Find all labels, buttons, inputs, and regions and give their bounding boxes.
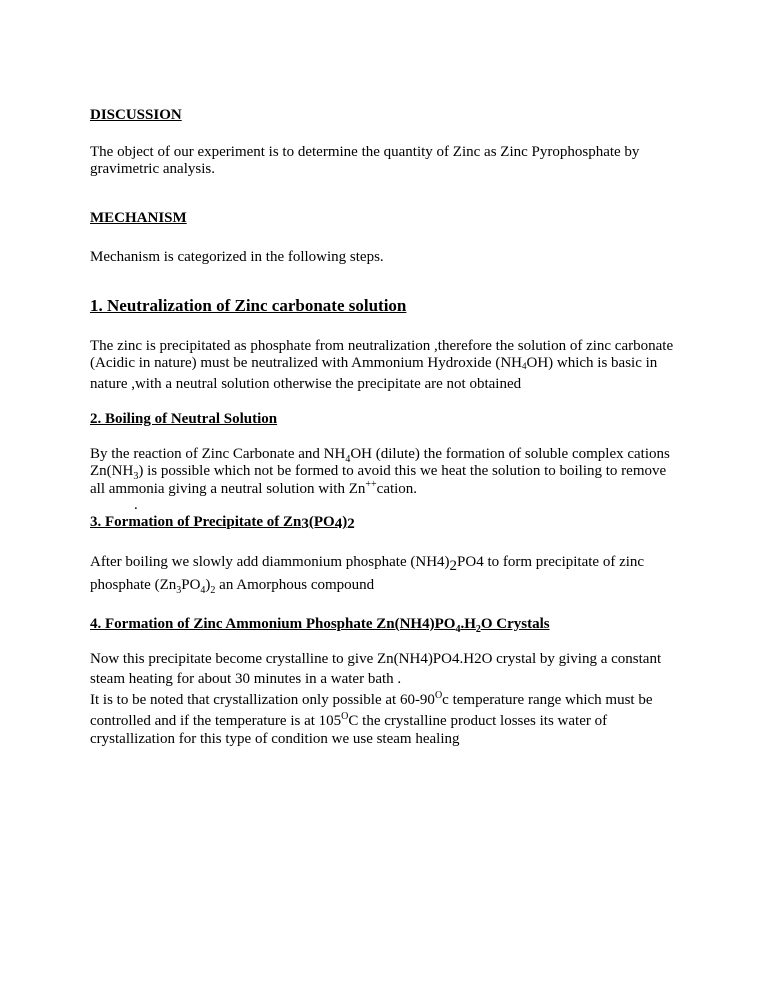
text-run: cation. [376, 481, 418, 497]
subscript: 2 [449, 558, 458, 574]
subscript: 2 [210, 585, 216, 596]
subscript: 3 [133, 471, 139, 482]
text-run: OH (dilute) the formation of soluble complex cations [350, 446, 670, 462]
discussion-heading: DISCUSSION [90, 107, 182, 123]
text-run: Zn(NH [90, 463, 134, 479]
step2-text-line [90, 480, 417, 498]
subscript: 4 [200, 585, 206, 596]
subscript: 3 [176, 585, 182, 596]
step1-text-line: The zinc is precipitated as phosphate from neutralization ,therefore the solution of zinc carbonate [90, 338, 674, 354]
text-run: c temperature range which must be [442, 692, 653, 708]
step4-text-line: steam heating for about 30 minutes in a water bath . [90, 671, 402, 687]
subscript: 4 [521, 361, 527, 371]
text-run: PO4 to form precipitate of zinc [457, 554, 645, 570]
text-run: PO [181, 577, 201, 593]
subscript: 2 [475, 624, 481, 635]
text-run: all ammonia giving a neutral solution with Zn [90, 481, 366, 497]
text-run: 4. Formation of Zinc Ammonium Phosphate Zn(NH4)PO [90, 616, 456, 632]
text-run: C the crystalline product losses its water of [348, 713, 608, 729]
text-run: After boiling we slowly add diammonium phosphate (NH4) [90, 554, 450, 570]
step4-text-line [90, 691, 653, 709]
text-run: (Acidic in nature) must be neutralized with Ammonium Hydroxide (NH [90, 355, 522, 371]
stray-dot: . [134, 497, 138, 513]
superscript: ++ [365, 479, 377, 490]
step3-text-line [90, 576, 374, 594]
subscript: 2 [347, 516, 355, 532]
text-run: phosphate (Zn [90, 577, 177, 593]
step1-heading: 1. Neutralization of Zinc carbonate solution [90, 296, 407, 315]
text-run: ) is possible which not be formed to avoid this we heat the solution to boiling to remove [138, 463, 667, 479]
step4-heading [90, 615, 550, 633]
step2-heading: 2. Boiling of Neutral Solution [90, 411, 278, 427]
step3-heading [90, 513, 355, 531]
mechanism-heading: MECHANISM [90, 210, 187, 226]
text-run: an Amorphous compound [215, 577, 375, 593]
step4-text-line [90, 712, 607, 730]
step2-text-line [90, 445, 670, 463]
step4-text-line: Now this precipitate become crystalline to give Zn(NH4)PO4.H2O crystal by giving a constant [90, 651, 662, 667]
text-run: controlled and if the temperature is at 105 [90, 713, 342, 729]
subscript: 4 [334, 516, 343, 532]
text-run: It is to be noted that crystallization only possible at 60-90 [90, 692, 435, 708]
step2-text-line [90, 462, 666, 480]
step1-text-line: nature ,with a neutral solution otherwise the precipitate are not obtained [90, 376, 522, 392]
text-run: OH) which is basic in [526, 355, 658, 371]
subscript: 4 [455, 624, 461, 635]
subscript: 3 [301, 516, 309, 532]
superscript: O [434, 690, 443, 701]
discussion-text-line: gravimetric analysis. [90, 161, 215, 177]
text-run: ) [342, 514, 348, 530]
step1-text-line [90, 354, 657, 373]
mechanism-intro: Mechanism is categorized in the following steps. [90, 249, 384, 265]
discussion-text-line: The object of our experiment is to determine the quantity of Zinc as Zinc Pyrophosphate by [90, 144, 640, 160]
text-run: By the reaction of Zinc Carbonate and NH [90, 446, 346, 462]
text-run: ) [205, 577, 211, 593]
text-run: O Crystals [480, 616, 550, 632]
text-run: (PO [308, 514, 335, 530]
superscript: O [341, 711, 349, 722]
step3-text-line [90, 553, 645, 574]
text-run: 3. Formation of Precipitate of Zn [90, 514, 302, 530]
subscript: 4 [345, 454, 351, 465]
step4-text-line: crystallization for this type of condition we use steam healing [90, 731, 460, 747]
text-run: .H [460, 616, 476, 632]
